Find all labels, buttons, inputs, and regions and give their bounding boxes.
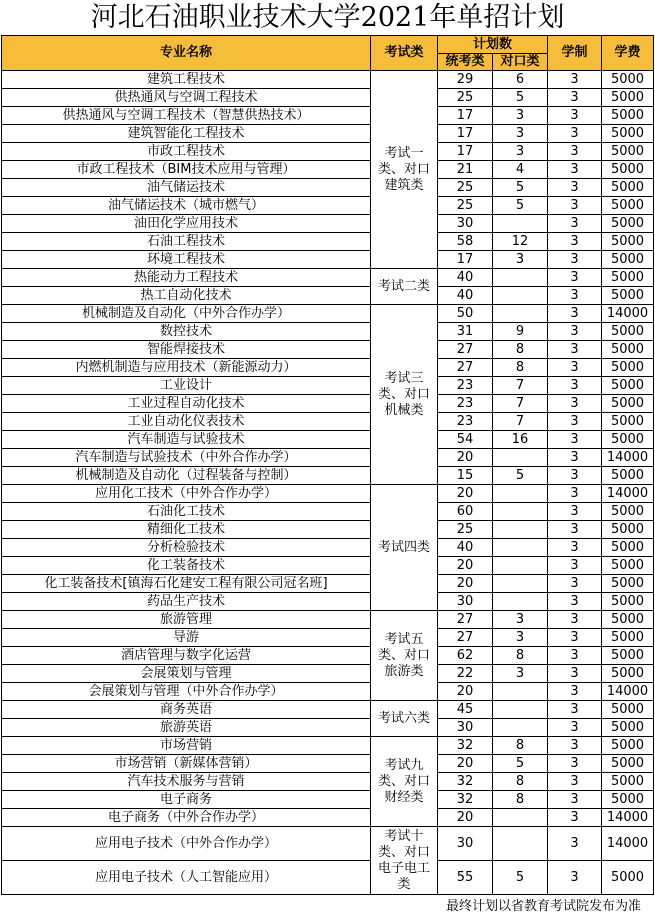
unified-count-cell: 50 bbox=[438, 305, 493, 323]
unified-count-cell: 60 bbox=[438, 503, 493, 521]
unified-count-cell: 40 bbox=[438, 287, 493, 305]
unified-count-cell: 20 bbox=[438, 809, 493, 827]
duration-cell: 3 bbox=[548, 629, 602, 647]
fee-cell: 5000 bbox=[602, 89, 654, 107]
fee-cell: 5000 bbox=[602, 647, 654, 665]
major-cell: 精细化工技术 bbox=[2, 521, 371, 539]
category-cell: 考试九类、对口财经类 bbox=[371, 737, 438, 827]
unified-count-cell: 31 bbox=[438, 323, 493, 341]
major-cell: 热能动力工程技术 bbox=[2, 269, 371, 287]
major-cell: 应用电子技术（中外合作办学） bbox=[2, 827, 371, 861]
fee-cell: 5000 bbox=[602, 395, 654, 413]
duration-cell: 3 bbox=[548, 197, 602, 215]
duration-cell: 3 bbox=[548, 143, 602, 161]
duration-cell: 3 bbox=[548, 125, 602, 143]
major-cell: 药品生产技术 bbox=[2, 593, 371, 611]
duration-cell: 3 bbox=[548, 755, 602, 773]
duration-cell: 3 bbox=[548, 341, 602, 359]
table-row bbox=[2, 683, 654, 701]
unified-count-cell: 58 bbox=[438, 233, 493, 251]
major-cell: 供热通风与空调工程技术 bbox=[2, 89, 371, 107]
category-cell: 考试四类 bbox=[371, 485, 438, 611]
unified-count-cell: 20 bbox=[438, 449, 493, 467]
table-row bbox=[2, 287, 654, 305]
duration-cell: 3 bbox=[548, 359, 602, 377]
table-row bbox=[2, 611, 654, 629]
vocational-count-cell bbox=[493, 827, 548, 861]
vocational-count-cell bbox=[493, 575, 548, 593]
unified-count-cell: 40 bbox=[438, 539, 493, 557]
unified-count-cell: 62 bbox=[438, 647, 493, 665]
fee-cell: 5000 bbox=[602, 323, 654, 341]
duration-cell: 3 bbox=[548, 89, 602, 107]
major-cell: 应用化工技术（中外合作办学） bbox=[2, 485, 371, 503]
major-cell: 工业设计 bbox=[2, 377, 371, 395]
major-cell: 工业过程自动化技术 bbox=[2, 395, 371, 413]
major-cell: 会展策划与管理（中外合作办学） bbox=[2, 683, 371, 701]
major-cell: 油气储运技术（城市燃气） bbox=[2, 197, 371, 215]
major-cell: 油田化学应用技术 bbox=[2, 215, 371, 233]
fee-cell: 5000 bbox=[602, 377, 654, 395]
duration-cell: 3 bbox=[548, 215, 602, 233]
major-cell: 环境工程技术 bbox=[2, 251, 371, 269]
category-cell: 考试一类、对口建筑类 bbox=[371, 71, 438, 269]
fee-cell: 5000 bbox=[602, 539, 654, 557]
header-plan: 计划数 bbox=[438, 36, 548, 54]
header-duration: 学制 bbox=[548, 36, 602, 71]
unified-count-cell: 32 bbox=[438, 737, 493, 755]
duration-cell: 3 bbox=[548, 503, 602, 521]
major-cell: 建筑工程技术 bbox=[2, 71, 371, 89]
unified-count-cell: 23 bbox=[438, 413, 493, 431]
fee-cell: 5000 bbox=[602, 521, 654, 539]
table-row bbox=[2, 449, 654, 467]
vocational-count-cell: 3 bbox=[493, 665, 548, 683]
unified-count-cell: 45 bbox=[438, 701, 493, 719]
vocational-count-cell: 8 bbox=[493, 341, 548, 359]
table-row bbox=[2, 467, 654, 485]
vocational-count-cell: 8 bbox=[493, 791, 548, 809]
fee-cell: 5000 bbox=[602, 341, 654, 359]
vocational-count-cell bbox=[493, 557, 548, 575]
duration-cell: 3 bbox=[548, 323, 602, 341]
duration-cell: 3 bbox=[548, 683, 602, 701]
duration-cell: 3 bbox=[548, 71, 602, 89]
major-cell: 旅游管理 bbox=[2, 611, 371, 629]
duration-cell: 3 bbox=[548, 449, 602, 467]
vocational-count-cell: 8 bbox=[493, 773, 548, 791]
vocational-count-cell: 5 bbox=[493, 197, 548, 215]
table-row bbox=[2, 773, 654, 791]
duration-cell: 3 bbox=[548, 737, 602, 755]
fee-cell: 5000 bbox=[602, 413, 654, 431]
unified-count-cell: 17 bbox=[438, 125, 493, 143]
table-row bbox=[2, 827, 654, 861]
category-cell: 考试二类 bbox=[371, 269, 438, 305]
duration-cell: 3 bbox=[548, 827, 602, 861]
table-row bbox=[2, 413, 654, 431]
table-body bbox=[2, 71, 654, 895]
duration-cell: 3 bbox=[548, 665, 602, 683]
major-cell: 市场营销（新媒体营销） bbox=[2, 755, 371, 773]
vocational-count-cell: 3 bbox=[493, 143, 548, 161]
duration-cell: 3 bbox=[548, 791, 602, 809]
vocational-count-cell: 5 bbox=[493, 179, 548, 197]
page-title: 河北石油职业技术大学2021年单招计划 bbox=[90, 2, 565, 33]
unified-count-cell: 22 bbox=[438, 665, 493, 683]
major-cell: 化工装备技术[镇海石化建安工程有限公司冠名班] bbox=[2, 575, 371, 593]
fee-cell: 5000 bbox=[602, 629, 654, 647]
duration-cell: 3 bbox=[548, 521, 602, 539]
fee-cell: 5000 bbox=[602, 359, 654, 377]
duration-cell: 3 bbox=[548, 773, 602, 791]
vocational-count-cell: 5 bbox=[493, 467, 548, 485]
major-cell: 油气储运技术 bbox=[2, 179, 371, 197]
unified-count-cell: 20 bbox=[438, 683, 493, 701]
fee-cell: 5000 bbox=[602, 861, 654, 895]
unified-count-cell: 17 bbox=[438, 251, 493, 269]
vocational-count-cell bbox=[493, 809, 548, 827]
table-row bbox=[2, 593, 654, 611]
fee-cell: 5000 bbox=[602, 269, 654, 287]
major-cell: 汽车制造与试验技术（中外合作办学） bbox=[2, 449, 371, 467]
duration-cell: 3 bbox=[548, 431, 602, 449]
table-row bbox=[2, 737, 654, 755]
unified-count-cell: 20 bbox=[438, 485, 493, 503]
vocational-count-cell: 7 bbox=[493, 377, 548, 395]
duration-cell: 3 bbox=[548, 251, 602, 269]
table-row bbox=[2, 215, 654, 233]
header-unified: 统考类 bbox=[438, 54, 493, 71]
fee-cell: 5000 bbox=[602, 611, 654, 629]
major-cell: 汽车制造与试验技术 bbox=[2, 431, 371, 449]
table-row bbox=[2, 197, 654, 215]
header-vocational: 对口类 bbox=[493, 54, 548, 71]
major-cell: 电子商务（中外合作办学） bbox=[2, 809, 371, 827]
duration-cell: 3 bbox=[548, 809, 602, 827]
fee-cell: 14000 bbox=[602, 827, 654, 861]
fee-cell: 5000 bbox=[602, 719, 654, 737]
fee-cell: 5000 bbox=[602, 593, 654, 611]
major-cell: 数控技术 bbox=[2, 323, 371, 341]
duration-cell: 3 bbox=[548, 287, 602, 305]
vocational-count-cell: 3 bbox=[493, 107, 548, 125]
major-cell: 石油工程技术 bbox=[2, 233, 371, 251]
fee-cell: 5000 bbox=[602, 665, 654, 683]
duration-cell: 3 bbox=[548, 611, 602, 629]
major-cell: 会展策划与管理 bbox=[2, 665, 371, 683]
vocational-count-cell bbox=[493, 215, 548, 233]
duration-cell: 3 bbox=[548, 485, 602, 503]
unified-count-cell: 27 bbox=[438, 611, 493, 629]
vocational-count-cell: 16 bbox=[493, 431, 548, 449]
major-cell: 供热通风与空调工程技术（智慧供热技术） bbox=[2, 107, 371, 125]
unified-count-cell: 21 bbox=[438, 161, 493, 179]
fee-cell: 14000 bbox=[602, 449, 654, 467]
duration-cell: 3 bbox=[548, 701, 602, 719]
vocational-count-cell bbox=[493, 449, 548, 467]
unified-count-cell: 30 bbox=[438, 215, 493, 233]
unified-count-cell: 30 bbox=[438, 719, 493, 737]
table-row bbox=[2, 269, 654, 287]
table-row bbox=[2, 485, 654, 503]
unified-count-cell: 20 bbox=[438, 557, 493, 575]
major-cell: 旅游英语 bbox=[2, 719, 371, 737]
major-cell: 市场营销 bbox=[2, 737, 371, 755]
table-row bbox=[2, 89, 654, 107]
major-cell: 内燃机制造与应用技术（新能源动力） bbox=[2, 359, 371, 377]
fee-cell: 5000 bbox=[602, 197, 654, 215]
fee-cell: 14000 bbox=[602, 485, 654, 503]
fee-cell: 5000 bbox=[602, 125, 654, 143]
major-cell: 工业自动化仪表技术 bbox=[2, 413, 371, 431]
duration-cell: 3 bbox=[548, 575, 602, 593]
header-category: 考试类 bbox=[371, 36, 438, 71]
table-row bbox=[2, 755, 654, 773]
major-cell: 机械制造及自动化（中外合作办学） bbox=[2, 305, 371, 323]
vocational-count-cell: 5 bbox=[493, 861, 548, 895]
vocational-count-cell bbox=[493, 287, 548, 305]
table-row bbox=[2, 341, 654, 359]
fee-cell: 5000 bbox=[602, 737, 654, 755]
fee-cell: 5000 bbox=[602, 179, 654, 197]
unified-count-cell: 25 bbox=[438, 179, 493, 197]
unified-count-cell: 17 bbox=[438, 143, 493, 161]
table-row bbox=[2, 557, 654, 575]
unified-count-cell: 55 bbox=[438, 861, 493, 895]
unified-count-cell: 25 bbox=[438, 197, 493, 215]
major-cell: 酒店管理与数字化运营 bbox=[2, 647, 371, 665]
fee-cell: 5000 bbox=[602, 503, 654, 521]
vocational-count-cell bbox=[493, 719, 548, 737]
unified-count-cell: 20 bbox=[438, 755, 493, 773]
unified-count-cell: 32 bbox=[438, 791, 493, 809]
admission-plan-table bbox=[1, 35, 654, 895]
unified-count-cell: 27 bbox=[438, 629, 493, 647]
table-row bbox=[2, 143, 654, 161]
table-row bbox=[2, 701, 654, 719]
major-cell: 建筑智能化工程技术 bbox=[2, 125, 371, 143]
unified-count-cell: 32 bbox=[438, 773, 493, 791]
vocational-count-cell bbox=[493, 305, 548, 323]
vocational-count-cell: 6 bbox=[493, 71, 548, 89]
table-row bbox=[2, 251, 654, 269]
duration-cell: 3 bbox=[548, 233, 602, 251]
fee-cell: 5000 bbox=[602, 467, 654, 485]
vocational-count-cell bbox=[493, 593, 548, 611]
major-cell: 商务英语 bbox=[2, 701, 371, 719]
vocational-count-cell: 9 bbox=[493, 323, 548, 341]
fee-cell: 5000 bbox=[602, 791, 654, 809]
table-row bbox=[2, 305, 654, 323]
table-row bbox=[2, 359, 654, 377]
vocational-count-cell: 7 bbox=[493, 413, 548, 431]
unified-count-cell: 15 bbox=[438, 467, 493, 485]
vocational-count-cell: 5 bbox=[493, 89, 548, 107]
unified-count-cell: 25 bbox=[438, 89, 493, 107]
table-row bbox=[2, 161, 654, 179]
unified-count-cell: 27 bbox=[438, 341, 493, 359]
table-row bbox=[2, 861, 654, 895]
fee-cell: 14000 bbox=[602, 809, 654, 827]
footer-note: 最终计划以省教育考试院发布为准 bbox=[445, 899, 641, 914]
table-row bbox=[2, 575, 654, 593]
table-row bbox=[2, 107, 654, 125]
major-cell: 石油化工技术 bbox=[2, 503, 371, 521]
vocational-count-cell bbox=[493, 269, 548, 287]
duration-cell: 3 bbox=[548, 305, 602, 323]
fee-cell: 14000 bbox=[602, 683, 654, 701]
fee-cell: 5000 bbox=[602, 701, 654, 719]
unified-count-cell: 30 bbox=[438, 827, 493, 861]
vocational-count-cell: 5 bbox=[493, 755, 548, 773]
fee-cell: 5000 bbox=[602, 251, 654, 269]
duration-cell: 3 bbox=[548, 413, 602, 431]
major-cell: 导游 bbox=[2, 629, 371, 647]
table-row bbox=[2, 71, 654, 89]
major-cell: 智能焊接技术 bbox=[2, 341, 371, 359]
duration-cell: 3 bbox=[548, 467, 602, 485]
vocational-count-cell: 12 bbox=[493, 233, 548, 251]
fee-cell: 5000 bbox=[602, 431, 654, 449]
fee-cell: 5000 bbox=[602, 233, 654, 251]
vocational-count-cell bbox=[493, 521, 548, 539]
table-row bbox=[2, 629, 654, 647]
table-row bbox=[2, 665, 654, 683]
vocational-count-cell: 8 bbox=[493, 647, 548, 665]
table-row bbox=[2, 809, 654, 827]
fee-cell: 5000 bbox=[602, 215, 654, 233]
vocational-count-cell bbox=[493, 539, 548, 557]
unified-count-cell: 17 bbox=[438, 107, 493, 125]
fee-cell: 5000 bbox=[602, 557, 654, 575]
major-cell: 分析检验技术 bbox=[2, 539, 371, 557]
fee-cell: 5000 bbox=[602, 773, 654, 791]
duration-cell: 3 bbox=[548, 861, 602, 895]
fee-cell: 5000 bbox=[602, 575, 654, 593]
unified-count-cell: 29 bbox=[438, 71, 493, 89]
duration-cell: 3 bbox=[548, 377, 602, 395]
vocational-count-cell: 3 bbox=[493, 251, 548, 269]
unified-count-cell: 25 bbox=[438, 521, 493, 539]
header-major: 专业名称 bbox=[2, 36, 371, 71]
table-row bbox=[2, 125, 654, 143]
duration-cell: 3 bbox=[548, 719, 602, 737]
unified-count-cell: 54 bbox=[438, 431, 493, 449]
duration-cell: 3 bbox=[548, 161, 602, 179]
major-cell: 市政工程技术 bbox=[2, 143, 371, 161]
duration-cell: 3 bbox=[548, 179, 602, 197]
table-row bbox=[2, 179, 654, 197]
unified-count-cell: 30 bbox=[438, 593, 493, 611]
unified-count-cell: 23 bbox=[438, 395, 493, 413]
fee-cell: 5000 bbox=[602, 161, 654, 179]
vocational-count-cell bbox=[493, 503, 548, 521]
duration-cell: 3 bbox=[548, 107, 602, 125]
table-row bbox=[2, 323, 654, 341]
major-cell: 机械制造及自动化（过程装备与控制） bbox=[2, 467, 371, 485]
table-row bbox=[2, 233, 654, 251]
vocational-count-cell: 8 bbox=[493, 359, 548, 377]
duration-cell: 3 bbox=[548, 539, 602, 557]
fee-cell: 5000 bbox=[602, 755, 654, 773]
table-row bbox=[2, 377, 654, 395]
table-row bbox=[2, 395, 654, 413]
unified-count-cell: 23 bbox=[438, 377, 493, 395]
vocational-count-cell: 3 bbox=[493, 611, 548, 629]
vocational-count-cell bbox=[493, 683, 548, 701]
vocational-count-cell bbox=[493, 701, 548, 719]
table-row bbox=[2, 521, 654, 539]
category-cell: 考试十类、对口电子电工类 bbox=[371, 827, 438, 895]
category-cell: 考试六类 bbox=[371, 701, 438, 737]
major-cell: 化工装备技术 bbox=[2, 557, 371, 575]
duration-cell: 3 bbox=[548, 647, 602, 665]
vocational-count-cell: 3 bbox=[493, 629, 548, 647]
table-row bbox=[2, 539, 654, 557]
table-row bbox=[2, 431, 654, 449]
vocational-count-cell: 4 bbox=[493, 161, 548, 179]
vocational-count-cell: 3 bbox=[493, 125, 548, 143]
fee-cell: 14000 bbox=[602, 305, 654, 323]
vocational-count-cell: 7 bbox=[493, 395, 548, 413]
category-cell: 考试五类、对口旅游类 bbox=[371, 611, 438, 701]
fee-cell: 5000 bbox=[602, 107, 654, 125]
duration-cell: 3 bbox=[548, 395, 602, 413]
fee-cell: 5000 bbox=[602, 287, 654, 305]
table-row bbox=[2, 791, 654, 809]
major-cell: 市政工程技术（BIM技术应用与管理） bbox=[2, 161, 371, 179]
header-fee: 学费 bbox=[602, 36, 654, 71]
duration-cell: 3 bbox=[548, 593, 602, 611]
major-cell: 电子商务 bbox=[2, 791, 371, 809]
table-row bbox=[2, 719, 654, 737]
major-cell: 应用电子技术（人工智能应用） bbox=[2, 861, 371, 895]
fee-cell: 5000 bbox=[602, 143, 654, 161]
unified-count-cell: 27 bbox=[438, 359, 493, 377]
major-cell: 热工自动化技术 bbox=[2, 287, 371, 305]
duration-cell: 3 bbox=[548, 557, 602, 575]
fee-cell: 5000 bbox=[602, 71, 654, 89]
category-cell: 考试三类、对口机械类 bbox=[371, 305, 438, 485]
duration-cell: 3 bbox=[548, 269, 602, 287]
vocational-count-cell bbox=[493, 485, 548, 503]
table-row bbox=[2, 503, 654, 521]
table-row bbox=[2, 647, 654, 665]
major-cell: 汽车技术服务与营销 bbox=[2, 773, 371, 791]
unified-count-cell: 40 bbox=[438, 269, 493, 287]
vocational-count-cell: 8 bbox=[493, 737, 548, 755]
unified-count-cell: 20 bbox=[438, 575, 493, 593]
